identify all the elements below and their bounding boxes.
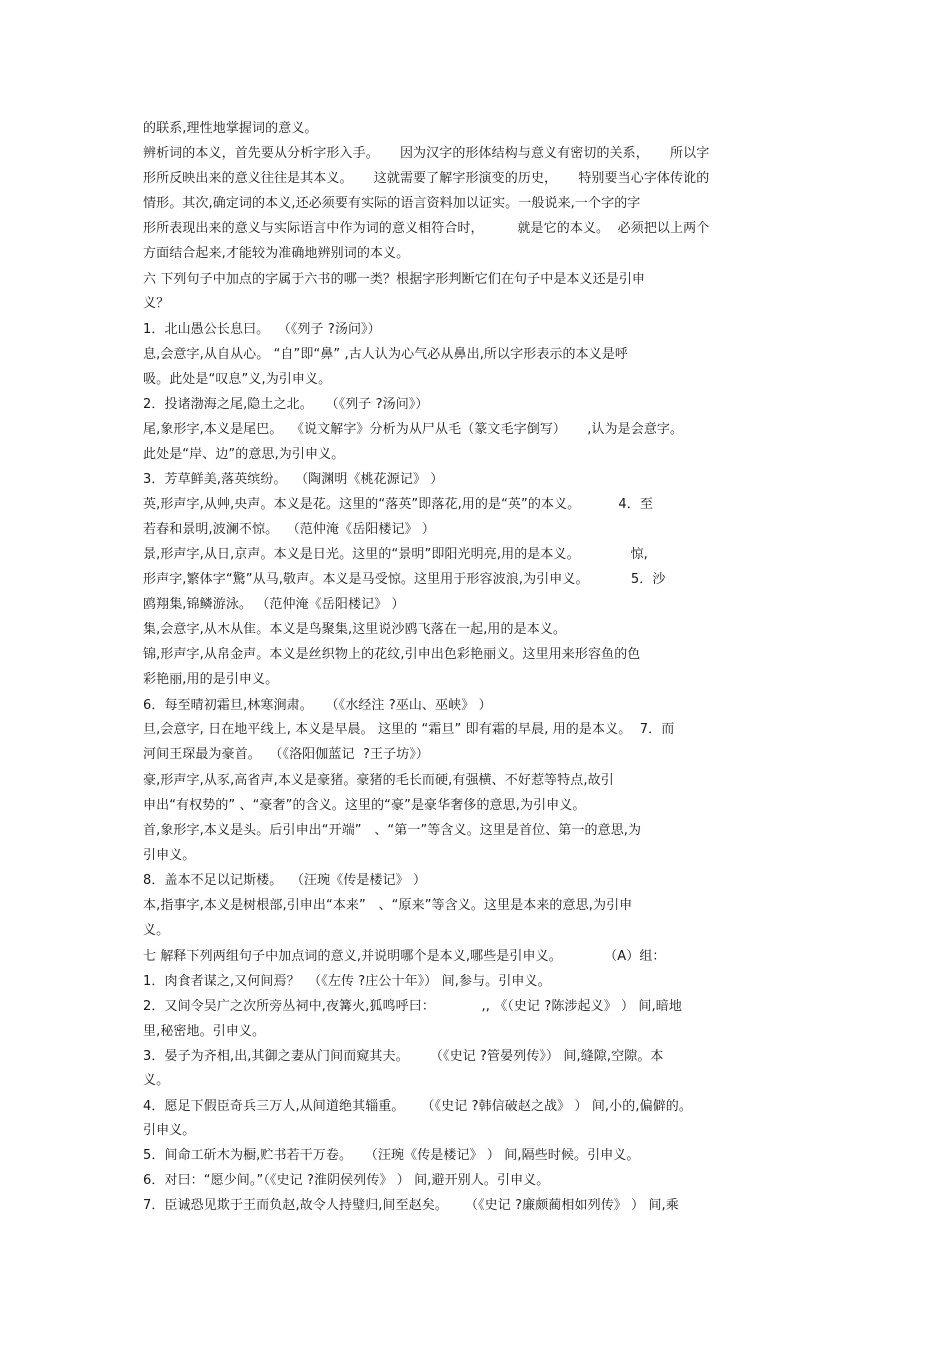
text-line: 景,形声字,从日,京声。本义是日光。这里的“景明”即阳光明亮,用的是本义。 惊,	[143, 547, 648, 562]
example-sentence: 5．间命工斫木为橱,贮书若干万卷。 （汪琬《传是楼记》 ） 间,隔些时候。引申义。	[143, 1148, 640, 1163]
example-sentence: 4．愿足下假臣奇兵三万人,从间道绝其辎重。 （《史记 ?韩信破赵之战》 ） 间,小的,偏僻的。	[143, 1099, 692, 1114]
example-sentence: 8．盖本不足以记斯楼。 （汪琬《传是楼记》 ）	[143, 873, 427, 888]
text-line: 申出“有权势的” 、“豪奢”的含义。这里的“豪”是豪华奢侈的意思,为引申义。	[143, 798, 586, 813]
section-heading: 六 下列句子中加点的字属于六书的哪一类？根据字形判断它们在句子中是本义还是引申	[143, 272, 646, 287]
text-line: 引申义。	[143, 1123, 196, 1138]
text-line: 此处是“岸、边”的意思,为引申义。	[143, 447, 345, 462]
example-sentence: 7．臣诚恐见欺于王而负赵,故令人持璧归,间至赵矣。 （《史记 ?廉颇蔺相如列传》 ） 间,乘	[143, 1198, 679, 1213]
text-line: 的联系,理性地掌握词的意义。	[143, 121, 318, 136]
example-sentence: 6．每至晴初霜旦,林寒涧肃。 （《水经注 ?巫山、巫峡》 ）	[143, 698, 492, 713]
text-line: 尾,象形字,本义是尾巴。 《说文解字》分析为从尸从毛（篆文毛字倒写） ,认为是会意字。	[143, 422, 684, 437]
text-line: 彩艳丽,用的是引申义。	[143, 672, 279, 687]
text-line: 义。	[143, 1073, 170, 1088]
text-line: 义。	[143, 923, 170, 938]
text-line: 形所表现出来的意义与实际语言中作为词的意义相符合时， 就是它的本义。 必须把以上两个	[143, 221, 710, 236]
example-sentence: 2．投诸渤海之尾,隐土之北。 （《列子 ?汤问》）	[143, 397, 429, 412]
example-sentence: 若春和景明,波澜不惊。 （范仲淹《岳阳楼记》 ）	[143, 522, 436, 537]
example-sentence: 河间王琛最为豪首。 （《洛阳伽蓝记 ?王子坊》）	[143, 747, 430, 762]
text-line: 形声字,繁体字“驚”从马,敬声。本义是马受惊。这里用于形容波浪,为引申义。 5．沙	[143, 572, 666, 587]
text-line: 本,指事字,本义是树根部,引申出“本来” 、“原来”等含义。这里是本来的意思,为引申	[143, 898, 633, 913]
text-line: 锦,形声字,从帛金声。本义是丝织物上的花纹,引申出色彩艳丽义。这里用来形容鱼的色	[143, 647, 641, 662]
text-line: 里,秘密地。引申义。	[143, 1024, 266, 1039]
example-sentence: 3．芳草鲜美,落英缤纷。 （陶渊明《桃花源记》 ）	[143, 472, 444, 487]
text-line: 旦,会意字, 日在地平线上, 本义是早晨。 这里的 “霜旦” 即有霜的早晨, 用的是本义。 7．而	[143, 722, 675, 737]
example-sentence: 3．晏子为齐相,出,其御之妻从门间而窥其夫。 （《史记 ?管晏列传》） 间,缝隙,空隙。本	[143, 1049, 664, 1064]
text-line: 息,会意字,从自从心。 “自”即“鼻” ,古人认为心气必从鼻出,所以字形表示的本义是呼	[143, 347, 629, 362]
text-line: 方面结合起来,才能较为准确地辨别词的本义。	[143, 246, 410, 261]
text-line: 集,会意字,从木从隹。本义是鸟聚集,这里说沙鸥飞落在一起,用的是本义。	[143, 622, 567, 637]
text-line: 吸。此处是“叹息”义,为引申义。	[143, 372, 332, 387]
text-line: 首,象形字,本义是头。后引申出“开端” 、“第一”等含义。这里是首位、第一的意思,为	[143, 823, 642, 838]
section-heading: 七 解释下列两组句子中加点词的意义,并说明哪个是本义,哪些是引申义。 （A）组：	[143, 949, 666, 964]
text-line: 英,形声字,从艸,央声。本义是花。这里的“落英”即落花,用的是“英”的本义。 4．至	[143, 497, 653, 512]
example-sentence: 2．又间令吴广之次所旁丛祠中,夜篝火,狐鸣呼曰： ,, 《（史记 ?陈涉起义》 ） 间,暗地	[143, 999, 682, 1014]
example-sentence: 1．肉食者谋之,又何间焉？ （《左传 ?庄公十年》） 间,参与。引申义。	[143, 974, 551, 989]
example-sentence: 6．对曰：“愿少间。”（《史记 ?淮阴侯列传》 ） 间,避开别人。引申义。	[143, 1173, 550, 1188]
text-line: 引申义。	[143, 848, 196, 863]
text-line: 义？	[143, 296, 170, 311]
text-line: 形所反映出来的意义往往是其本义。 这就需要了解字形演变的历史， 特别要当心字体传讹的	[143, 171, 710, 186]
text-line: 情形。其次,确定词的本义,还必须要有实际的语言资料加以证实。一般说来,一个字的字	[143, 196, 641, 211]
example-sentence: 鸥翔集,锦鳞游泳。 （范仲淹《岳阳楼记》 ）	[143, 597, 405, 612]
text-line: 辨析词的本义，首先要从分析字形入手。 因为汉字的形体结构与意义有密切的关系， 所以字	[143, 146, 710, 161]
example-sentence: 1．北山愚公长息曰。 （《列子 ?汤问》）	[143, 322, 381, 337]
text-line: 豪,形声字,从豕,高省声,本义是豪猪。豪猪的毛长而硬,有强横、不好惹等特点,故引	[143, 773, 614, 788]
